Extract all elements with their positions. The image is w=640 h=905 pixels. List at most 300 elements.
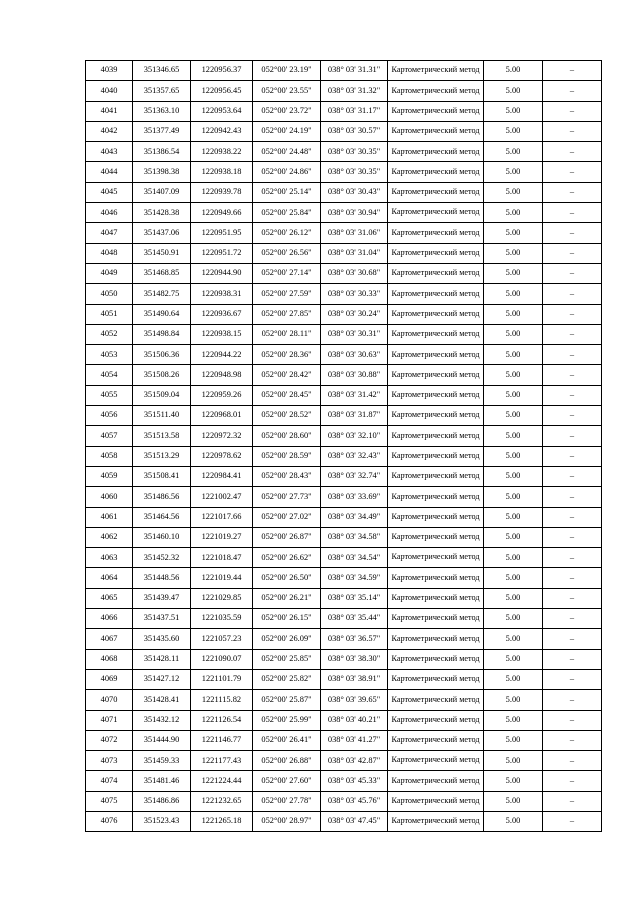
table-row [86,101,602,121]
table-row [86,568,602,588]
description-cell: – [543,548,602,568]
longitude-cell: 038° 03' 31.17" [321,101,388,121]
table-row [86,609,602,629]
longitude-cell: 038° 03' 36.57" [321,629,388,649]
longitude-cell: 038° 03' 45.76" [321,791,388,811]
description-cell: – [543,142,602,162]
y-coordinate-cell: 1220951.72 [191,243,253,263]
y-coordinate-cell: 1220944.90 [191,263,253,283]
point-number-cell: 4061 [86,507,133,527]
longitude-cell: 038° 03' 32.10" [321,426,388,446]
table-row [86,203,602,223]
point-number-cell: 4070 [86,690,133,710]
table-row [86,811,602,831]
method-cell: Картометрический метод [388,426,484,446]
x-coordinate-cell: 351490.64 [133,304,191,324]
point-number-cell: 4059 [86,466,133,486]
point-number-cell: 4041 [86,101,133,121]
longitude-cell: 038° 03' 40.21" [321,710,388,730]
table-row [86,142,602,162]
x-coordinate-cell: 351450.91 [133,243,191,263]
accuracy-cell: 5.00 [484,406,543,426]
table-row [86,324,602,344]
longitude-cell: 038° 03' 34.58" [321,527,388,547]
accuracy-cell: 5.00 [484,669,543,689]
longitude-cell: 038° 03' 33.69" [321,487,388,507]
table-row [86,649,602,669]
x-coordinate-cell: 351523.43 [133,811,191,831]
method-cell: Картометрический метод [388,568,484,588]
accuracy-cell: 5.00 [484,121,543,141]
x-coordinate-cell: 351377.49 [133,121,191,141]
latitude-cell: 052°00' 26.12" [253,223,321,243]
accuracy-cell: 5.00 [484,61,543,81]
latitude-cell: 052°00' 25.82" [253,669,321,689]
description-cell: – [543,284,602,304]
table-row [86,487,602,507]
y-coordinate-cell: 1221265.18 [191,811,253,831]
latitude-cell: 052°00' 26.15" [253,609,321,629]
accuracy-cell: 5.00 [484,142,543,162]
x-coordinate-cell: 351437.51 [133,609,191,629]
description-cell: – [543,710,602,730]
y-coordinate-cell: 1220939.78 [191,182,253,202]
latitude-cell: 052°00' 26.87" [253,527,321,547]
table-row [86,304,602,324]
y-coordinate-cell: 1220938.22 [191,142,253,162]
point-number-cell: 4056 [86,406,133,426]
accuracy-cell: 5.00 [484,243,543,263]
table-row [86,365,602,385]
latitude-cell: 052°00' 28.42" [253,365,321,385]
x-coordinate-cell: 351506.36 [133,345,191,365]
x-coordinate-cell: 351398.38 [133,162,191,182]
point-number-cell: 4057 [86,426,133,446]
latitude-cell: 052°00' 26.50" [253,568,321,588]
table-row [86,710,602,730]
latitude-cell: 052°00' 25.84" [253,203,321,223]
accuracy-cell: 5.00 [484,324,543,344]
longitude-cell: 038° 03' 34.59" [321,568,388,588]
table-row [86,426,602,446]
table-row [86,385,602,405]
method-cell: Картометрический метод [388,385,484,405]
x-coordinate-cell: 351508.41 [133,466,191,486]
method-cell: Картометрический метод [388,324,484,344]
longitude-cell: 038° 03' 31.04" [321,243,388,263]
table-row [86,751,602,771]
latitude-cell: 052°00' 26.41" [253,730,321,750]
longitude-cell: 038° 03' 32.43" [321,446,388,466]
x-coordinate-cell: 351427.12 [133,669,191,689]
method-cell: Картометрический метод [388,304,484,324]
description-cell: – [543,365,602,385]
longitude-cell: 038° 03' 30.35" [321,142,388,162]
longitude-cell: 038° 03' 31.31" [321,61,388,81]
longitude-cell: 038° 03' 30.35" [321,162,388,182]
point-number-cell: 4058 [86,446,133,466]
point-number-cell: 4067 [86,629,133,649]
description-cell: – [543,669,602,689]
method-cell: Картометрический метод [388,649,484,669]
table-row [86,629,602,649]
point-number-cell: 4066 [86,609,133,629]
latitude-cell: 052°00' 27.59" [253,284,321,304]
y-coordinate-cell: 1220944.22 [191,345,253,365]
y-coordinate-cell: 1221090.07 [191,649,253,669]
longitude-cell: 038° 03' 39.65" [321,690,388,710]
y-coordinate-cell: 1221057.23 [191,629,253,649]
y-coordinate-cell: 1220938.15 [191,324,253,344]
description-cell: – [543,263,602,283]
description-cell: – [543,609,602,629]
longitude-cell: 038° 03' 34.54" [321,548,388,568]
method-cell: Картометрический метод [388,710,484,730]
point-number-cell: 4043 [86,142,133,162]
point-number-cell: 4042 [86,121,133,141]
latitude-cell: 052°00' 26.09" [253,629,321,649]
point-number-cell: 4060 [86,487,133,507]
longitude-cell: 038° 03' 38.91" [321,669,388,689]
longitude-cell: 038° 03' 31.32" [321,81,388,101]
point-number-cell: 4044 [86,162,133,182]
x-coordinate-cell: 351459.33 [133,751,191,771]
latitude-cell: 052°00' 28.52" [253,406,321,426]
y-coordinate-cell: 1220951.95 [191,223,253,243]
description-cell: – [543,101,602,121]
accuracy-cell: 5.00 [484,81,543,101]
y-coordinate-cell: 1220972.32 [191,426,253,446]
y-coordinate-cell: 1221126.54 [191,710,253,730]
accuracy-cell: 5.00 [484,527,543,547]
accuracy-cell: 5.00 [484,771,543,791]
method-cell: Картометрический метод [388,690,484,710]
accuracy-cell: 5.00 [484,162,543,182]
accuracy-cell: 5.00 [484,487,543,507]
y-coordinate-cell: 1221019.27 [191,527,253,547]
latitude-cell: 052°00' 28.36" [253,345,321,365]
table-row [86,223,602,243]
point-number-cell: 4054 [86,365,133,385]
latitude-cell: 052°00' 23.19" [253,61,321,81]
latitude-cell: 052°00' 24.86" [253,162,321,182]
x-coordinate-cell: 351428.41 [133,690,191,710]
latitude-cell: 052°00' 28.60" [253,426,321,446]
table-row [86,507,602,527]
description-cell: – [543,811,602,831]
point-number-cell: 4048 [86,243,133,263]
method-cell: Картометрический метод [388,162,484,182]
accuracy-cell: 5.00 [484,345,543,365]
point-number-cell: 4069 [86,669,133,689]
description-cell: – [543,223,602,243]
table-row [86,121,602,141]
description-cell: – [543,568,602,588]
description-cell: – [543,446,602,466]
x-coordinate-cell: 351363.10 [133,101,191,121]
method-cell: Картометрический метод [388,487,484,507]
point-number-cell: 4050 [86,284,133,304]
description-cell: – [543,121,602,141]
y-coordinate-cell: 1220956.37 [191,61,253,81]
x-coordinate-cell: 351511.40 [133,406,191,426]
latitude-cell: 052°00' 28.11" [253,324,321,344]
method-cell: Картометрический метод [388,730,484,750]
description-cell: – [543,243,602,263]
latitude-cell: 052°00' 27.85" [253,304,321,324]
latitude-cell: 052°00' 28.97" [253,811,321,831]
point-number-cell: 4051 [86,304,133,324]
accuracy-cell: 5.00 [484,446,543,466]
accuracy-cell: 5.00 [484,730,543,750]
table-row [86,588,602,608]
method-cell: Картометрический метод [388,284,484,304]
longitude-cell: 038° 03' 30.68" [321,263,388,283]
x-coordinate-cell: 351444.90 [133,730,191,750]
latitude-cell: 052°00' 25.87" [253,690,321,710]
method-cell: Картометрический метод [388,507,484,527]
y-coordinate-cell: 1221019.44 [191,568,253,588]
longitude-cell: 038° 03' 31.87" [321,406,388,426]
description-cell: – [543,751,602,771]
x-coordinate-cell: 351482.75 [133,284,191,304]
latitude-cell: 052°00' 27.78" [253,791,321,811]
point-number-cell: 4039 [86,61,133,81]
method-cell: Картометрический метод [388,81,484,101]
accuracy-cell: 5.00 [484,101,543,121]
point-number-cell: 4055 [86,385,133,405]
point-number-cell: 4045 [86,182,133,202]
y-coordinate-cell: 1220978.62 [191,446,253,466]
y-coordinate-cell: 1220959.26 [191,385,253,405]
table-row [86,406,602,426]
point-number-cell: 4068 [86,649,133,669]
x-coordinate-cell: 351486.56 [133,487,191,507]
accuracy-cell: 5.00 [484,284,543,304]
longitude-cell: 038° 03' 32.74" [321,466,388,486]
accuracy-cell: 5.00 [484,203,543,223]
description-cell: – [543,81,602,101]
latitude-cell: 052°00' 26.21" [253,588,321,608]
longitude-cell: 038° 03' 31.42" [321,385,388,405]
longitude-cell: 038° 03' 35.44" [321,609,388,629]
description-cell: – [543,345,602,365]
x-coordinate-cell: 351428.11 [133,649,191,669]
x-coordinate-cell: 351435.60 [133,629,191,649]
method-cell: Картометрический метод [388,406,484,426]
point-number-cell: 4075 [86,791,133,811]
point-number-cell: 4049 [86,263,133,283]
y-coordinate-cell: 1221029.85 [191,588,253,608]
description-cell: – [543,771,602,791]
y-coordinate-cell: 1220938.31 [191,284,253,304]
method-cell: Картометрический метод [388,791,484,811]
longitude-cell: 038° 03' 31.06" [321,223,388,243]
latitude-cell: 052°00' 25.85" [253,649,321,669]
longitude-cell: 038° 03' 30.31" [321,324,388,344]
accuracy-cell: 5.00 [484,365,543,385]
method-cell: Картометрический метод [388,629,484,649]
accuracy-cell: 5.00 [484,690,543,710]
method-cell: Картометрический метод [388,101,484,121]
x-coordinate-cell: 351437.06 [133,223,191,243]
accuracy-cell: 5.00 [484,811,543,831]
latitude-cell: 052°00' 26.88" [253,751,321,771]
point-number-cell: 4074 [86,771,133,791]
accuracy-cell: 5.00 [484,588,543,608]
y-coordinate-cell: 1220948.98 [191,365,253,385]
method-cell: Картометрический метод [388,121,484,141]
method-cell: Картометрический метод [388,345,484,365]
coordinates-table [85,60,602,832]
method-cell: Картометрический метод [388,751,484,771]
y-coordinate-cell: 1221224.44 [191,771,253,791]
longitude-cell: 038° 03' 45.33" [321,771,388,791]
longitude-cell: 038° 03' 30.43" [321,182,388,202]
longitude-cell: 038° 03' 30.63" [321,345,388,365]
accuracy-cell: 5.00 [484,507,543,527]
x-coordinate-cell: 351513.58 [133,426,191,446]
longitude-cell: 038° 03' 30.24" [321,304,388,324]
longitude-cell: 038° 03' 30.94" [321,203,388,223]
description-cell: – [543,527,602,547]
description-cell: – [543,507,602,527]
accuracy-cell: 5.00 [484,568,543,588]
latitude-cell: 052°00' 25.99" [253,710,321,730]
longitude-cell: 038° 03' 34.49" [321,507,388,527]
x-coordinate-cell: 351486.86 [133,791,191,811]
description-cell: – [543,690,602,710]
y-coordinate-cell: 1221035.59 [191,609,253,629]
description-cell: – [543,629,602,649]
method-cell: Картометрический метод [388,243,484,263]
method-cell: Картометрический метод [388,811,484,831]
description-cell: – [543,730,602,750]
x-coordinate-cell: 351428.38 [133,203,191,223]
method-cell: Картометрический метод [388,142,484,162]
table-row [86,446,602,466]
table-row [86,791,602,811]
longitude-cell: 038° 03' 30.57" [321,121,388,141]
table-row [86,527,602,547]
accuracy-cell: 5.00 [484,466,543,486]
accuracy-cell: 5.00 [484,263,543,283]
longitude-cell: 038° 03' 41.27" [321,730,388,750]
accuracy-cell: 5.00 [484,629,543,649]
y-coordinate-cell: 1221017.66 [191,507,253,527]
x-coordinate-cell: 351464.56 [133,507,191,527]
latitude-cell: 052°00' 24.48" [253,142,321,162]
point-number-cell: 4076 [86,811,133,831]
method-cell: Картометрический метод [388,182,484,202]
longitude-cell: 038° 03' 30.88" [321,365,388,385]
table-row [86,730,602,750]
description-cell: – [543,487,602,507]
accuracy-cell: 5.00 [484,426,543,446]
point-number-cell: 4047 [86,223,133,243]
accuracy-cell: 5.00 [484,751,543,771]
y-coordinate-cell: 1220953.64 [191,101,253,121]
table-row [86,162,602,182]
description-cell: – [543,61,602,81]
point-number-cell: 4064 [86,568,133,588]
y-coordinate-cell: 1221177.43 [191,751,253,771]
x-coordinate-cell: 351498.84 [133,324,191,344]
longitude-cell: 038° 03' 38.30" [321,649,388,669]
latitude-cell: 052°00' 27.02" [253,507,321,527]
latitude-cell: 052°00' 28.59" [253,446,321,466]
longitude-cell: 038° 03' 30.33" [321,284,388,304]
x-coordinate-cell: 351448.56 [133,568,191,588]
x-coordinate-cell: 351407.09 [133,182,191,202]
method-cell: Картометрический метод [388,771,484,791]
x-coordinate-cell: 351481.46 [133,771,191,791]
accuracy-cell: 5.00 [484,791,543,811]
description-cell: – [543,304,602,324]
x-coordinate-cell: 351432.12 [133,710,191,730]
x-coordinate-cell: 351460.10 [133,527,191,547]
description-cell: – [543,385,602,405]
x-coordinate-cell: 351346.65 [133,61,191,81]
latitude-cell: 052°00' 28.45" [253,385,321,405]
table-row [86,548,602,568]
method-cell: Картометрический метод [388,548,484,568]
accuracy-cell: 5.00 [484,304,543,324]
latitude-cell: 052°00' 27.60" [253,771,321,791]
point-number-cell: 4063 [86,548,133,568]
point-number-cell: 4072 [86,730,133,750]
description-cell: – [543,426,602,446]
method-cell: Картометрический метод [388,609,484,629]
table-row [86,669,602,689]
longitude-cell: 038° 03' 35.14" [321,588,388,608]
method-cell: Картометрический метод [388,527,484,547]
y-coordinate-cell: 1221146.77 [191,730,253,750]
latitude-cell: 052°00' 25.14" [253,182,321,202]
y-coordinate-cell: 1221018.47 [191,548,253,568]
table-row [86,345,602,365]
y-coordinate-cell: 1220968.01 [191,406,253,426]
point-number-cell: 4073 [86,751,133,771]
table-row [86,263,602,283]
accuracy-cell: 5.00 [484,548,543,568]
table-row [86,690,602,710]
latitude-cell: 052°00' 27.14" [253,263,321,283]
method-cell: Картометрический метод [388,446,484,466]
description-cell: – [543,791,602,811]
latitude-cell: 052°00' 23.55" [253,81,321,101]
x-coordinate-cell: 351508.26 [133,365,191,385]
point-number-cell: 4046 [86,203,133,223]
y-coordinate-cell: 1221115.82 [191,690,253,710]
y-coordinate-cell: 1221232.65 [191,791,253,811]
latitude-cell: 052°00' 23.72" [253,101,321,121]
y-coordinate-cell: 1220984.41 [191,466,253,486]
table-row [86,81,602,101]
latitude-cell: 052°00' 24.19" [253,121,321,141]
point-number-cell: 4062 [86,527,133,547]
point-number-cell: 4065 [86,588,133,608]
y-coordinate-cell: 1221002.47 [191,487,253,507]
y-coordinate-cell: 1220949.66 [191,203,253,223]
method-cell: Картометрический метод [388,203,484,223]
table-row [86,61,602,81]
table-row [86,771,602,791]
point-number-cell: 4053 [86,345,133,365]
method-cell: Картометрический метод [388,223,484,243]
description-cell: – [543,162,602,182]
x-coordinate-cell: 351468.85 [133,263,191,283]
